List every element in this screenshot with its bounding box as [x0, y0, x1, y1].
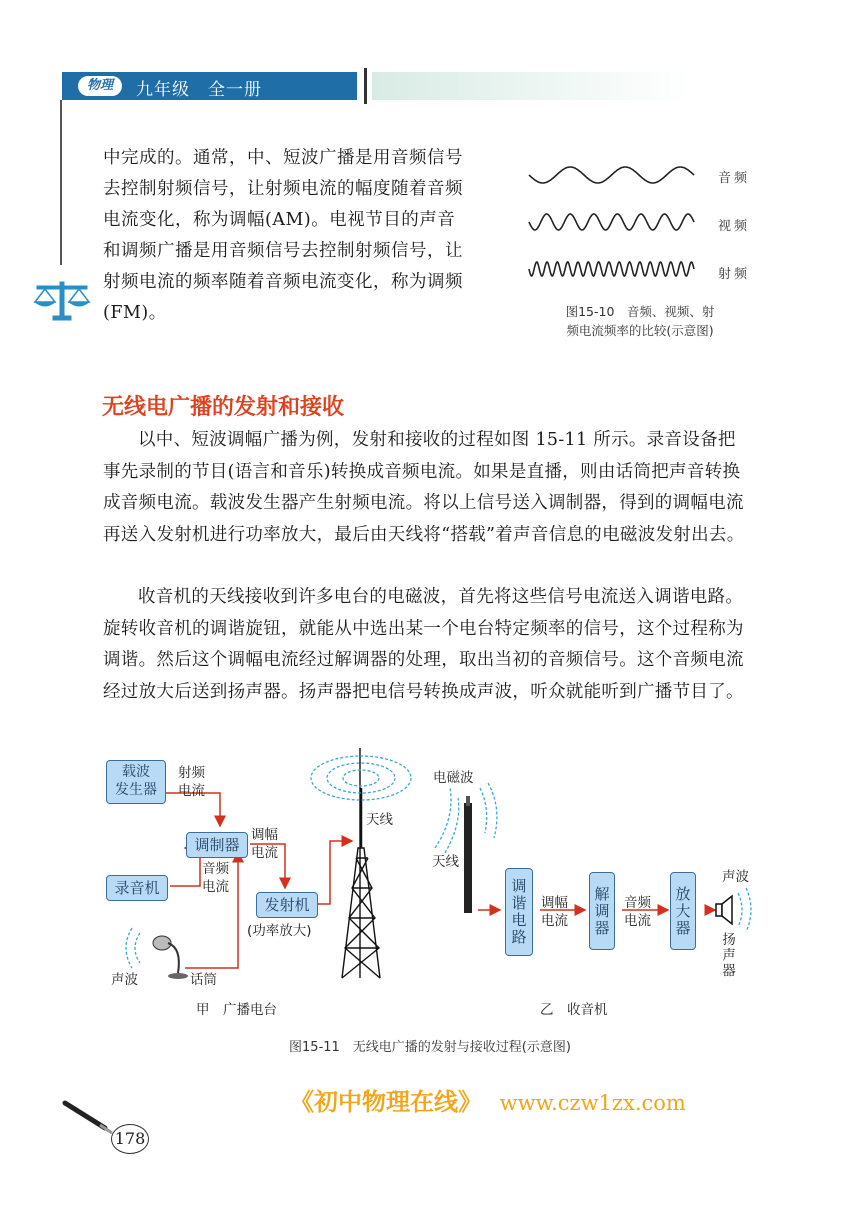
header-divider	[364, 68, 367, 104]
balance-scale-icon	[33, 278, 91, 322]
modulator-box: 调制器	[186, 832, 248, 858]
speaker-waves-icon	[738, 888, 751, 932]
transmitter-box: 发射机	[256, 892, 318, 918]
carrier-generator-box: 载波 发生器	[106, 760, 166, 804]
wave-label-rf: 射频	[718, 267, 751, 282]
site-name: 《初中物理在线》	[290, 1087, 482, 1116]
header-decoration	[372, 72, 690, 100]
arrow-transmit	[318, 841, 352, 904]
wave-label-audio: 音频	[718, 171, 751, 186]
speaker-label: 扬声器	[719, 932, 735, 979]
video-wave	[529, 214, 694, 230]
rx-am-current-label: 调幅 电流	[541, 895, 568, 929]
wave-label-video: 视频	[718, 219, 751, 234]
magnifier-pen-icon	[60, 1098, 115, 1138]
audio-wave	[529, 167, 694, 183]
rf-current-label: 射频 电流	[178, 765, 205, 799]
figure-15-11-caption: 图15-11 无线电广播的发射与接收过程(示意图)	[289, 1040, 571, 1055]
watermark-site	[290, 1082, 686, 1117]
site-url: www.czw1zx.com	[499, 1091, 686, 1115]
tower-antenna-label: 天线	[366, 812, 393, 828]
margin-line	[60, 100, 62, 265]
audio-current-label: 音频 电流	[202, 861, 229, 895]
amplifier-box: 放大器	[670, 872, 696, 950]
power-amp-label: (功率放大)	[247, 923, 312, 939]
rx-audio-current-label: 音频 电流	[624, 895, 651, 929]
microphone-icon	[153, 936, 188, 979]
subject-logo: 物理	[78, 76, 122, 96]
receiver-caption: 乙 收音机	[540, 1002, 608, 1018]
transmission-tower-icon	[342, 748, 380, 978]
tuner-circuit-box: 调谐电路	[505, 868, 533, 956]
em-wave-label: 电磁波	[433, 770, 474, 786]
frequency-waves-figure	[527, 158, 702, 283]
speaker-icon	[716, 896, 732, 924]
book-title: 九年级 全一册	[136, 80, 262, 100]
rf-wave	[529, 262, 694, 276]
receiver-antenna-icon	[464, 803, 472, 913]
paragraph-reception: 收音机的天线接收到许多电台的电磁波，首先将这些信号电流送入调谐电路。旋转收音机的调谐旋钮，就能从中选出某一个电台特定频率的信号，这个过程称为调谐。然后这个调幅电流经过解调器的处理，取出当初的音频信号。这个音频电流经过放大后送到扬声器。扬声器把电信号转换成声波，听众就能听到广播节目了。	[103, 587, 744, 702]
mic-sound-waves-icon	[126, 928, 140, 968]
intro-paragraph: 中完成的。通常，中、短波广播是用音频信号去控制射频信号，让射频电流的幅度随着音频电流变化，称为调幅(AM)。电视节目的声音和调频广播是用音频信号去控制射频信号，让射频电流的频率随着音频电流变化，称为调频(FM)。	[103, 148, 463, 323]
sound-wave-label: 声波	[111, 972, 138, 988]
rx-sound-wave-label: 声波	[722, 869, 749, 885]
page-number: 178	[111, 1124, 149, 1154]
figure-15-10-caption: 图15-10 音频、视频、射 频电流频率的比较(示意图)	[565, 304, 715, 338]
station-caption: 甲 广播电台	[196, 1002, 277, 1018]
microphone-label: 话筒	[190, 972, 217, 988]
recorder-box: 录音机	[106, 875, 168, 901]
paragraph-transmission: 以中、短波调幅广播为例，发射和接收的过程如图 15-11 所示。录音设备把事先录制的节目(语言和音乐)转换成音频电流。如果是直播，则由话筒把声音转换成音频电流。载波发生器产生射频电流。将以上信号送入调制器，得到的调幅电流再送入发射机进行功率放大，最后由天线将“搭载”着声音信息的电磁波发射出去。	[103, 430, 745, 545]
header-bar	[62, 72, 357, 100]
section-title: 无线电广播的发射和接收	[102, 395, 345, 420]
am-current-label: 调幅 电流	[251, 827, 278, 861]
receiver-antenna-label: 天线	[432, 854, 459, 870]
demodulator-box: 解调器	[589, 872, 615, 950]
